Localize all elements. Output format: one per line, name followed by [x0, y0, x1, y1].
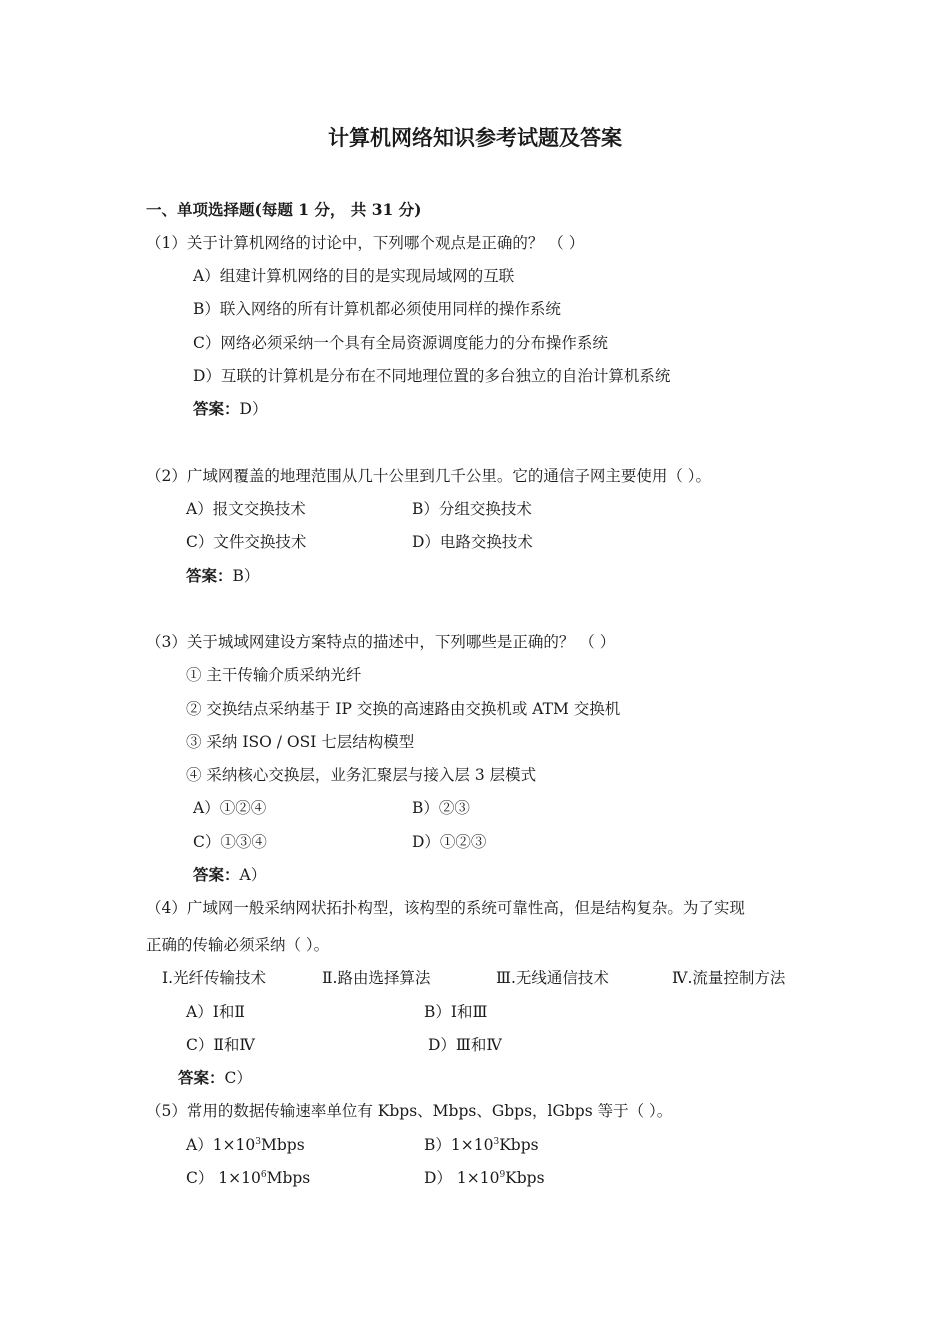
- q3-item-4: ④ 采纳核心交换层，业务汇聚层与接入层 3 层模式: [186, 766, 537, 784]
- q1-option-a: A）组建计算机网络的目的是实现局域网的互联: [193, 267, 515, 285]
- unit: Mbps: [266, 1169, 311, 1187]
- q4-option-c: C）Ⅱ和Ⅳ: [186, 1036, 255, 1054]
- q3-option-c: C）①③④: [193, 833, 267, 851]
- exponent: 6: [260, 1169, 267, 1180]
- q1-answer: [193, 399, 267, 419]
- answer-value: A）: [239, 866, 267, 884]
- q3-option-a: A）①②④: [193, 799, 267, 817]
- q5-option-c: [186, 1168, 310, 1188]
- q1-option-d: D）互联的计算机是分布在不同地理位置的多台独立的自治计算机系统: [193, 367, 671, 385]
- q5-option-d: [424, 1168, 545, 1188]
- q2-option-a: A）报文交换技术: [186, 500, 306, 518]
- q4-item-3: Ⅲ.无线通信技术: [496, 969, 609, 987]
- answer-label: 答案：: [186, 566, 233, 585]
- exponent: 3: [255, 1136, 262, 1147]
- unit: Kbps: [499, 1136, 539, 1154]
- q1-stem: （1）关于计算机网络的讨论中，下列哪个观点是正确的？ （ ）: [146, 234, 585, 252]
- q3-item-2: ② 交换结点采纳基于 IP 交换的高速路由交换机或 ATM 交换机: [186, 700, 621, 718]
- q4-stem-line-2: 正确的传输必须采纳（ ）。: [146, 936, 330, 954]
- q2-option-c: C）文件交换技术: [186, 533, 307, 551]
- q3-answer: [193, 865, 266, 885]
- q1-option-c: C）网络必须采纳一个具有全局资源调度能力的分布操作系统: [193, 334, 608, 352]
- q3-stem: （3）关于城域网建设方案特点的描述中，下列哪些是正确的？ （ ）: [146, 633, 616, 651]
- option-text: B）1×10: [424, 1136, 494, 1154]
- answer-value: B）: [232, 567, 260, 585]
- exponent: 9: [499, 1169, 506, 1180]
- option-text: D） 1×10: [424, 1169, 500, 1187]
- q2-stem: （2）广域网覆盖的地理范围从几十公里到几千公里。它的通信子网主要使用（ ）。: [146, 467, 712, 485]
- q4-option-a: A）Ⅰ和Ⅱ: [186, 1003, 245, 1021]
- q2-answer: [186, 566, 259, 586]
- q4-stem-line-1: （4）广域网一般采纳网状拓扑构型，该构型的系统可靠性高，但是结构复杂。为了实现: [146, 899, 745, 917]
- q5-option-a: [186, 1135, 305, 1155]
- exponent: 3: [493, 1136, 500, 1147]
- q4-option-d: D）Ⅲ和Ⅳ: [428, 1036, 502, 1054]
- q3-option-b: B）②③: [412, 799, 470, 817]
- q1-option-b: B）联入网络的所有计算机都必须使用同样的操作系统: [193, 300, 561, 318]
- q5-option-b: [424, 1135, 539, 1155]
- q4-item-4: Ⅳ.流量控制方法: [672, 969, 786, 987]
- option-text: A）1×10: [186, 1136, 256, 1154]
- answer-label: 答案：: [193, 399, 240, 418]
- option-text: C） 1×10: [186, 1169, 261, 1187]
- answer-label: 答案：: [178, 1068, 225, 1087]
- unit: Mbps: [261, 1136, 305, 1154]
- q3-option-d: D）①②③: [412, 833, 487, 851]
- answer-label: 答案：: [193, 865, 240, 884]
- q4-answer: [178, 1068, 252, 1088]
- q4-item-2: Ⅱ.路由选择算法: [322, 969, 431, 987]
- q2-option-d: D）电路交换技术: [412, 533, 533, 551]
- section-heading: 一、单项选择题(每题 1 分， 共 31 分): [146, 200, 422, 219]
- q2-option-b: B）分组交换技术: [412, 500, 532, 518]
- q3-item-3: ③ 采纳 ISO / OSI 七层结构模型: [186, 733, 415, 751]
- answer-value: D）: [239, 400, 268, 418]
- q3-item-1: ① 主干传输介质采纳光纤: [186, 666, 362, 684]
- q4-item-1: Ⅰ.光纤传输技术: [162, 969, 267, 987]
- unit: Kbps: [505, 1169, 545, 1187]
- page-title: 计算机网络知识参考试题及答案: [328, 125, 622, 150]
- q5-stem: （5）常用的数据传输速率单位有 Kbps、Mbps、Gbps，lGbps 等于（ ）。: [146, 1102, 673, 1120]
- answer-value: C）: [224, 1069, 252, 1087]
- q4-option-b: B）Ⅰ和Ⅲ: [424, 1003, 488, 1021]
